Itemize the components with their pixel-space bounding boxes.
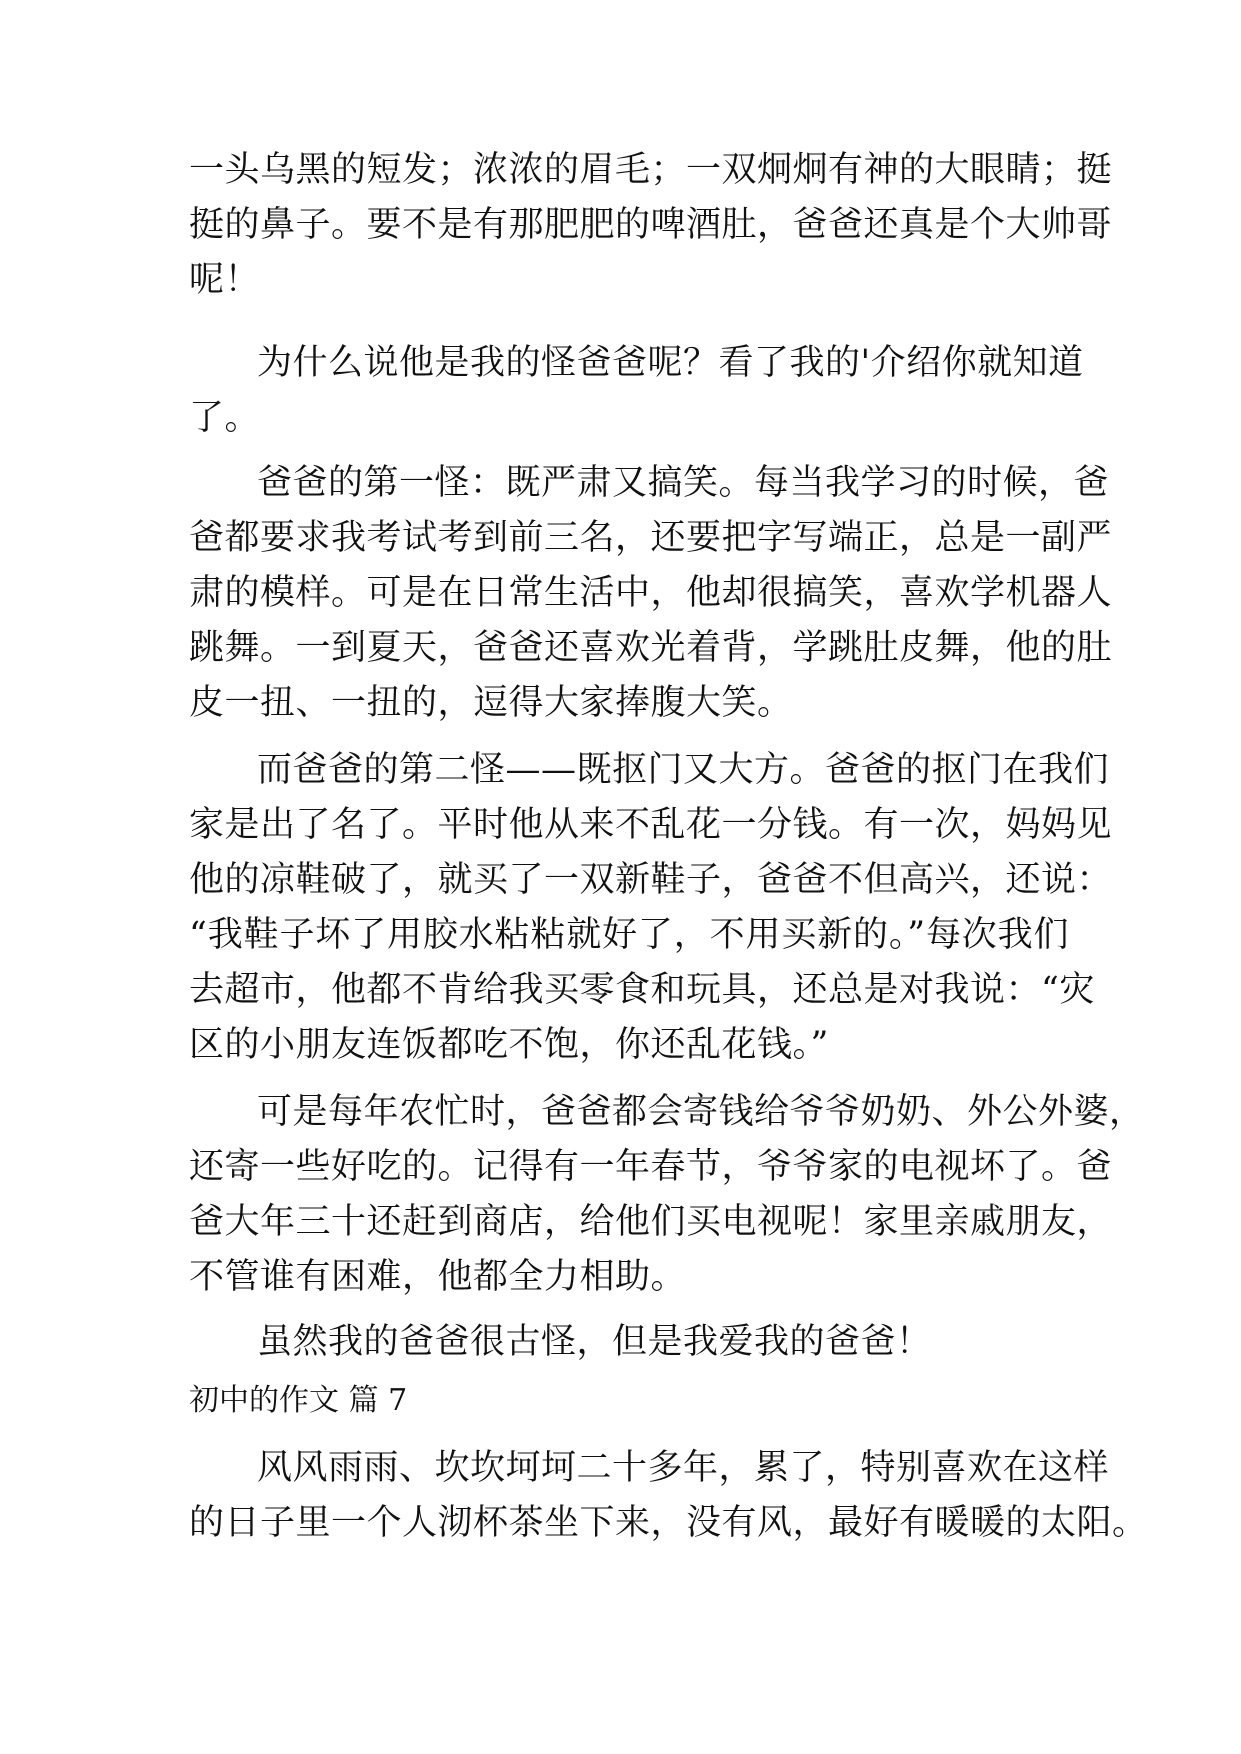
paragraph-line: 虽然我的爸爸很古怪，但是我爱我的爸爸！ [257,1322,932,1362]
paragraph-line: 肃的模样。可是在日常生活中，他却很搞笑，喜欢学机器人 [189,573,1113,613]
paragraph-line: 爸爸的第一怪：既严肃又搞笑。每当我学习的时候，爸 [257,463,1110,503]
paragraph-line: 家是出了名了。平时他从来不乱花一分钱。有一次，妈妈见 [189,805,1113,845]
paragraph-line: 了。 [189,398,261,438]
section-heading: 初中的作文 篇 7 [189,1383,408,1418]
paragraph-line: 不管谁有困难，他都全力相助。 [189,1257,687,1297]
paragraph-line: 一头乌黑的短发；浓浓的眉毛；一双炯炯有神的大眼睛；挺 [189,150,1113,190]
paragraph-line: 去超市，他都不肯给我买零食和玩具，还总是对我说：“灾 [189,970,1095,1010]
paragraph-line: 皮一扭、一扭的，逗得大家捧腹大笑。 [189,683,793,723]
paragraph-line: 爸大年三十还赶到商店，给他们买电视呢！家里亲戚朋友， [189,1202,1113,1242]
paragraph-line: 区的小朋友连饭都吃不饱，你还乱花钱。” [189,1025,829,1065]
paragraph-line: 他的凉鞋破了，就买了一双新鞋子，爸爸不但高兴，还说： [189,860,1113,900]
paragraph-line: 的日子里一个人沏杯茶坐下来，没有风，最好有暖暖的太阳。 [189,1503,1148,1543]
paragraph-line: 还寄一些好吃的。记得有一年春节，爷爷家的电视坏了。爸 [189,1147,1113,1187]
paragraph-line: 呢！ [189,260,261,300]
paragraph-line: 跳舞。一到夏天，爸爸还喜欢光着背，学跳肚皮舞，他的肚 [189,628,1113,668]
paragraph-line: 可是每年农忙时，爸爸都会寄钱给爷爷奶奶、外公外婆， [257,1092,1145,1132]
paragraph-line: 而爸爸的第二怪——既抠门又大方。爸爸的抠门在我们 [257,750,1110,790]
paragraph-line: 为什么说他是我的怪爸爸呢？看了我的'介绍你就知道 [257,343,1084,383]
paragraph-line: 挺的鼻子。要不是有那肥肥的啤酒肚，爸爸还真是个大帅哥 [189,205,1113,245]
paragraph-line: “我鞋子坏了用胶水粘粘就好了，不用买新的。”每次我们 [189,915,1069,955]
paragraph-line: 爸都要求我考试考到前三名，还要把字写端正，总是一副严 [189,518,1113,558]
paragraph-line: 风风雨雨、坎坎坷坷二十多年，累了，特别喜欢在这样 [257,1448,1110,1488]
